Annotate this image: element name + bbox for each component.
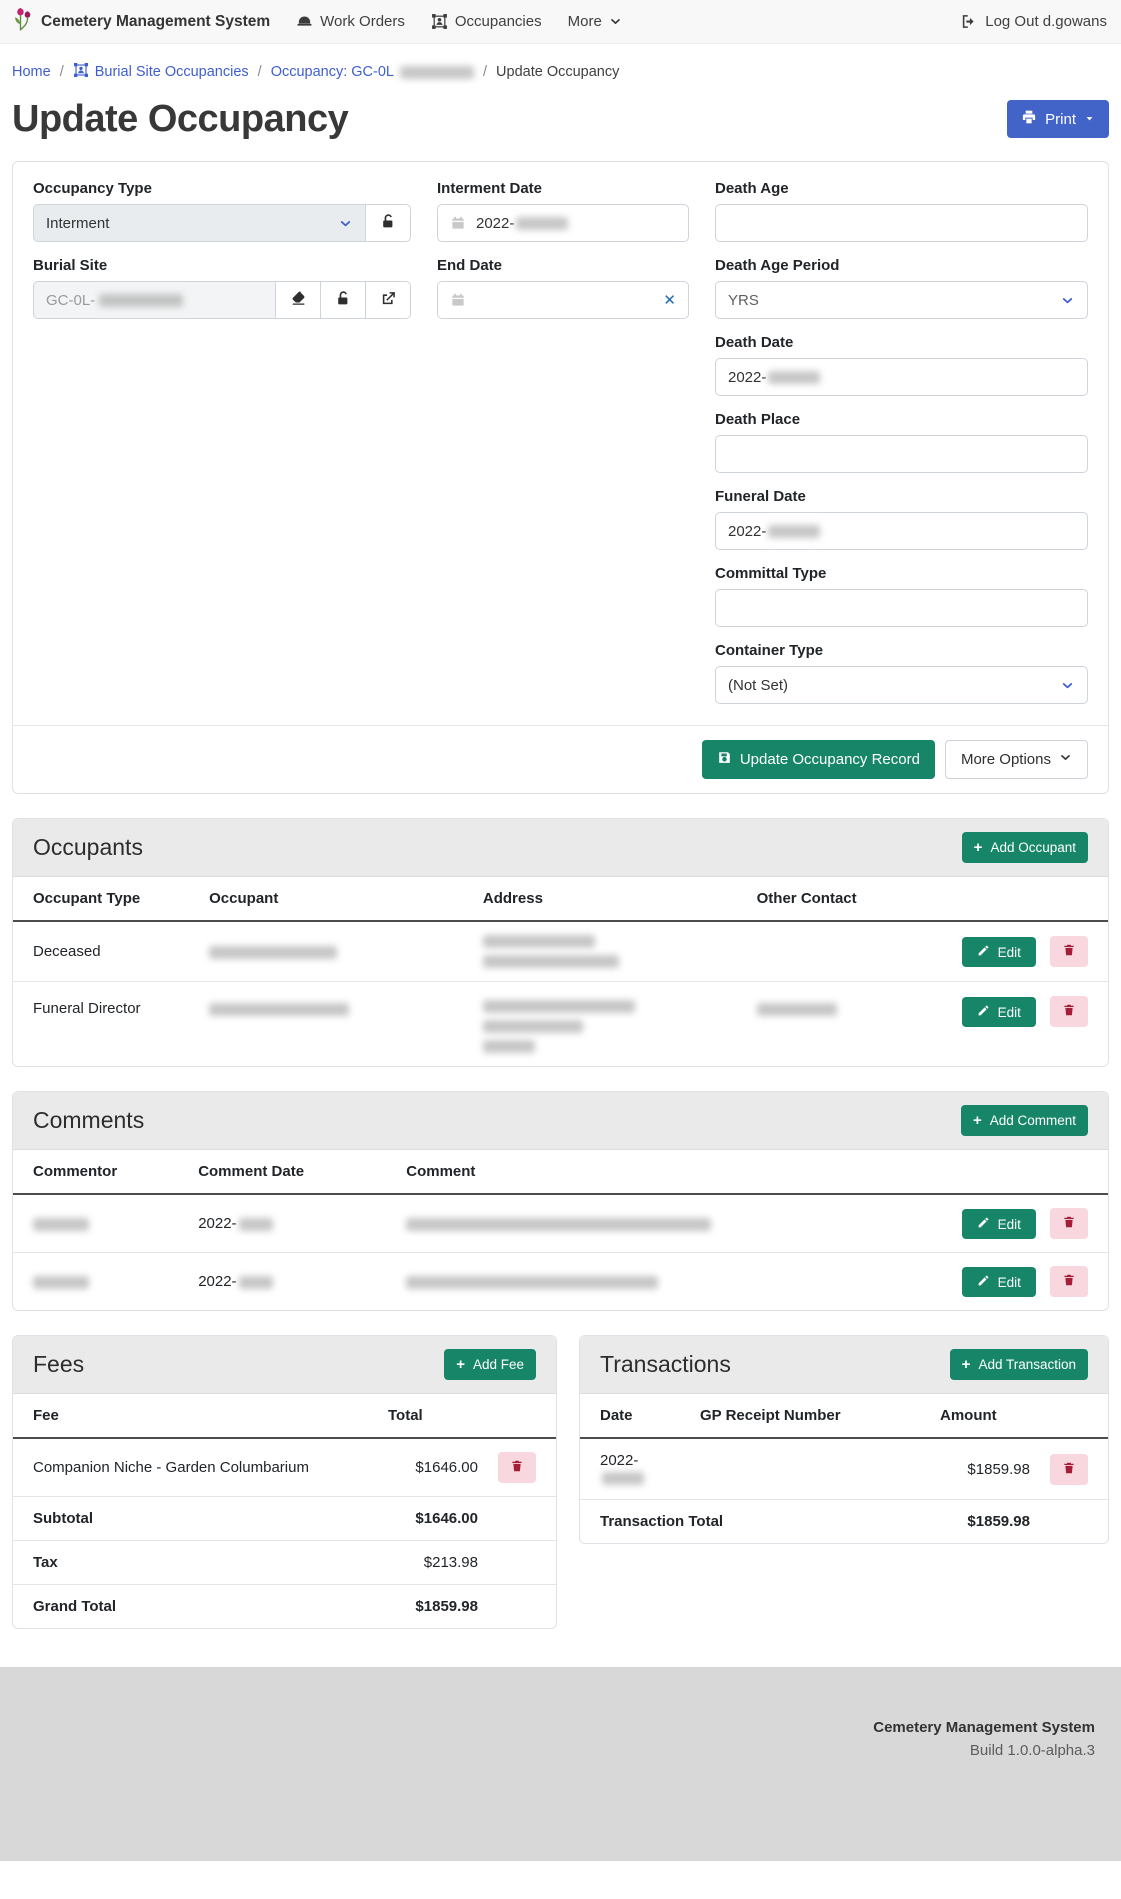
footer-build-version: Build 1.0.0-alpha.3 [969,1742,1095,1759]
funeral-date-label: Funeral Date [715,488,806,505]
unlock-icon [335,290,352,310]
breadcrumb-separator: / [59,64,64,80]
transactions-title: Transactions [600,1351,731,1377]
other-contact-cell [747,982,933,1067]
pencil-icon [977,1216,990,1232]
logout-link[interactable] [960,13,1107,30]
logout-label: Log Out d.gowans [985,13,1107,30]
death-place-input[interactable] [715,435,1088,473]
table-row [13,1253,1108,1311]
redacted-text [33,1276,89,1289]
transactions-table [580,1394,1108,1543]
death-date-value: 2022- [728,368,767,386]
pencil-icon [977,944,990,960]
add-transaction-label: Add Transaction [978,1357,1076,1372]
delete-comment-button[interactable] [1050,1266,1088,1297]
address-cell [473,921,747,982]
death-age-input[interactable] [715,204,1088,242]
transactions-card [579,1335,1109,1544]
redacted-text [239,1276,273,1289]
comment-date-prefix: 2022- [198,1273,237,1290]
delete-comment-button[interactable] [1050,1208,1088,1239]
brand-title: Cemetery Management System [41,12,271,30]
delete-occupant-button[interactable] [1050,936,1088,967]
delete-transaction-button[interactable] [1050,1454,1088,1485]
breadcrumb-label: Burial Site Occupancies [94,64,249,80]
grand-total-value: $1859.98 [415,1598,478,1615]
column-header: Comment [396,1150,933,1194]
column-header: Total [378,1394,488,1438]
calendar-icon [450,215,466,231]
occupant-cell [199,921,473,982]
more-options-button[interactable] [945,740,1088,779]
chevron-down-icon [609,15,622,28]
caret-down-icon [1084,111,1095,128]
burial-site-unlock-button[interactable] [321,281,366,319]
grand-total-row [13,1585,556,1629]
container-type-label: Container Type [715,642,824,659]
breadcrumb-label: Occupancy: GC-0L [270,64,394,80]
burial-site-value: GC-0L- [46,291,96,309]
subtotal-label: Subtotal [13,1497,378,1541]
redacted-text [209,946,337,959]
comments-table [13,1150,1108,1310]
redacted-text [209,1003,349,1016]
breadcrumb-current: Update Occupancy [496,64,620,80]
trash-icon [1062,1273,1076,1290]
add-fee-label: Add Fee [472,1357,524,1372]
commentor-cell [13,1253,188,1311]
table-row [13,1438,556,1497]
transaction-total-label: Transaction Total [600,1513,724,1530]
fee-name-cell: Companion Niche - Garden Columbarium [13,1438,378,1497]
redacted-text [99,294,183,307]
committal-type-input[interactable] [715,589,1088,627]
transaction-date-cell [580,1438,690,1500]
fees-table [13,1394,556,1628]
column-header: Occupant [199,877,473,921]
nav-item-occupancies[interactable] [431,13,542,30]
redacted-text [33,1218,89,1231]
comment-cell [396,1253,933,1311]
death-place-label: Death Place [715,411,801,428]
subtotal-value: $1646.00 [378,1497,488,1541]
plus-icon: + [973,839,983,856]
commentor-cell [13,1194,188,1253]
column-header [933,1150,1108,1194]
column-header: Other Contact [747,877,933,921]
redacted-text [602,1472,644,1485]
redacted-text [483,935,595,948]
redacted-text [406,1276,658,1289]
column-header: GP Receipt Number [690,1394,930,1438]
print-button[interactable] [1007,100,1109,138]
add-fee-button[interactable] [444,1349,536,1380]
container-type-select[interactable] [715,666,1088,704]
column-header [933,877,1108,921]
table-row [13,921,1108,982]
occupancies-icon [431,13,448,30]
column-header: Amount [930,1394,1040,1438]
interment-date-input[interactable] [437,204,689,242]
nav-item-label: Work Orders [320,13,405,30]
column-header: Comment Date [188,1150,396,1194]
table-row [13,1194,1108,1253]
interment-date-label: Interment Date [437,180,543,197]
edit-occupant-button[interactable] [962,997,1036,1027]
delete-fee-button[interactable] [498,1452,536,1483]
column-header: Occupant Type [13,877,199,921]
table-row [580,1438,1108,1500]
tax-label: Tax [13,1541,378,1585]
save-icon [717,750,732,769]
add-comment-button[interactable] [961,1105,1088,1136]
interment-date-value: 2022- [476,214,515,232]
clear-icon[interactable]: ✕ [663,291,676,309]
column-header [1040,1394,1108,1438]
breadcrumb [12,44,1109,82]
breadcrumb-home[interactable] [12,64,51,80]
redacted-text [516,217,568,230]
page-title: Update Occupancy [12,98,349,140]
calendar-icon [450,292,466,308]
column-header: Fee [13,1394,378,1438]
trash-icon [1062,943,1076,960]
death-age-period-select[interactable] [715,281,1088,319]
breadcrumb-occupancy[interactable] [271,64,474,80]
burial-site-input[interactable] [33,281,276,319]
occupancy-type-value: Interment [46,214,110,232]
table-row [13,982,1108,1067]
address-cell [473,982,747,1067]
occupant-cell [199,982,473,1067]
death-age-label: Death Age [715,180,789,197]
breadcrumb-burial-site-occupancies[interactable] [73,62,249,82]
comments-card [12,1091,1109,1311]
death-date-input[interactable] [715,358,1088,396]
delete-occupant-button[interactable] [1050,996,1088,1027]
page-footer [0,1667,1121,1861]
death-age-period-value: YRS [728,291,759,309]
end-date-label: End Date [437,257,503,274]
burial-site-open-button[interactable] [366,281,411,319]
chevron-down-icon [1059,751,1072,768]
chevron-down-icon [1060,678,1075,693]
other-contact-cell [747,921,933,982]
comment-date-cell [188,1194,396,1253]
funeral-date-input[interactable] [715,512,1088,550]
burial-site-erase-button[interactable] [276,281,321,319]
add-occupant-label: Add Occupant [990,840,1076,855]
external-link-icon [380,290,397,310]
occupants-card [12,818,1109,1067]
comment-date-cell [188,1253,396,1311]
redacted-text [483,1040,535,1053]
edit-label: Edit [997,944,1021,960]
occupant-type-cell: Funeral Director [33,1000,141,1017]
nav-item-label: More [567,13,602,30]
edit-comment-button[interactable] [962,1267,1036,1297]
grand-total-label: Grand Total [33,1598,117,1615]
breadcrumb-separator: / [257,64,262,80]
redacted-text [757,1003,837,1016]
pencil-icon [977,1004,990,1020]
eraser-icon [290,290,307,310]
fee-total-cell: $1646.00 [378,1438,488,1497]
sign-out-icon [960,13,977,30]
edit-comment-button[interactable] [962,1209,1036,1239]
update-occupancy-record-button[interactable] [702,740,935,779]
occupants-table [13,877,1108,1066]
tulip-logo-icon [14,6,33,38]
redacted-text [768,525,820,538]
committal-type-label: Committal Type [715,565,827,582]
printer-icon [1021,109,1037,129]
trash-icon [1062,1215,1076,1232]
edit-label: Edit [997,1004,1021,1020]
occupancy-type-unlock-button[interactable] [366,204,411,242]
hard-hat-icon [296,13,313,30]
occupant-type-cell: Deceased [13,921,199,982]
column-header [488,1394,556,1438]
chevron-down-icon [338,216,353,231]
comment-date-prefix: 2022- [198,1215,237,1232]
nav-item-label: Occupancies [454,13,542,30]
comments-title: Comments [33,1107,145,1133]
nav-item-more[interactable] [568,13,622,30]
chevron-down-icon [1060,293,1075,308]
print-label: Print [1045,110,1076,128]
transaction-total-row [580,1500,1108,1544]
plus-icon: + [961,1356,971,1373]
footer-app-name: Cemetery Management System [873,1719,1095,1736]
pencil-icon [977,1274,990,1290]
add-transaction-button[interactable] [950,1349,1088,1380]
add-occupant-button[interactable] [962,832,1088,863]
add-comment-label: Add Comment [989,1113,1076,1128]
occupants-title: Occupants [33,834,143,860]
column-header: Address [473,877,747,921]
transaction-amount-cell: $1859.98 [930,1438,1040,1500]
top-navbar [0,0,1121,44]
container-type-value: (Not Set) [728,676,789,694]
trash-icon [510,1459,524,1476]
column-header: Commentor [13,1150,188,1194]
occupancies-icon [73,62,89,82]
column-header: Date [580,1394,690,1438]
redacted-text [239,1218,273,1231]
occupancy-type-label: Occupancy Type [33,180,152,197]
fees-card [12,1335,557,1629]
transaction-date-prefix: 2022- [600,1452,639,1469]
subtotal-row [13,1497,556,1541]
trash-icon [1062,1003,1076,1020]
edit-label: Edit [997,1216,1021,1232]
breadcrumb-label: Home [12,64,51,80]
redacted-text [483,955,619,968]
trash-icon [1062,1461,1076,1478]
gp-receipt-number-cell [690,1438,930,1500]
redacted-text [400,66,474,79]
end-date-input[interactable] [437,281,689,319]
plus-icon: + [972,1112,982,1129]
update-occupancy-record-label: Update Occupancy Record [739,751,920,768]
transaction-total-value: $1859.98 [967,1513,1030,1530]
tax-row [13,1541,556,1585]
death-date-label: Death Date [715,334,794,351]
breadcrumb-separator: / [483,64,488,80]
burial-site-label: Burial Site [33,257,108,274]
plus-icon: + [456,1356,465,1373]
occupancy-form-card [12,161,1109,794]
redacted-text [768,371,820,384]
brand-link[interactable] [14,6,270,38]
more-options-label: More Options [960,751,1051,768]
nav-item-work-orders[interactable] [296,13,405,30]
redacted-text [406,1218,711,1231]
redacted-text [483,1000,635,1013]
unlock-icon [380,213,397,233]
funeral-date-value: 2022- [728,522,767,540]
edit-label: Edit [997,1274,1021,1290]
edit-occupant-button[interactable] [962,937,1036,967]
death-age-period-label: Death Age Period [715,257,840,274]
redacted-text [483,1020,583,1033]
comment-cell [396,1194,933,1253]
occupancy-type-select[interactable] [33,204,366,242]
fees-title: Fees [33,1351,85,1377]
tax-value: $213.98 [378,1541,488,1585]
